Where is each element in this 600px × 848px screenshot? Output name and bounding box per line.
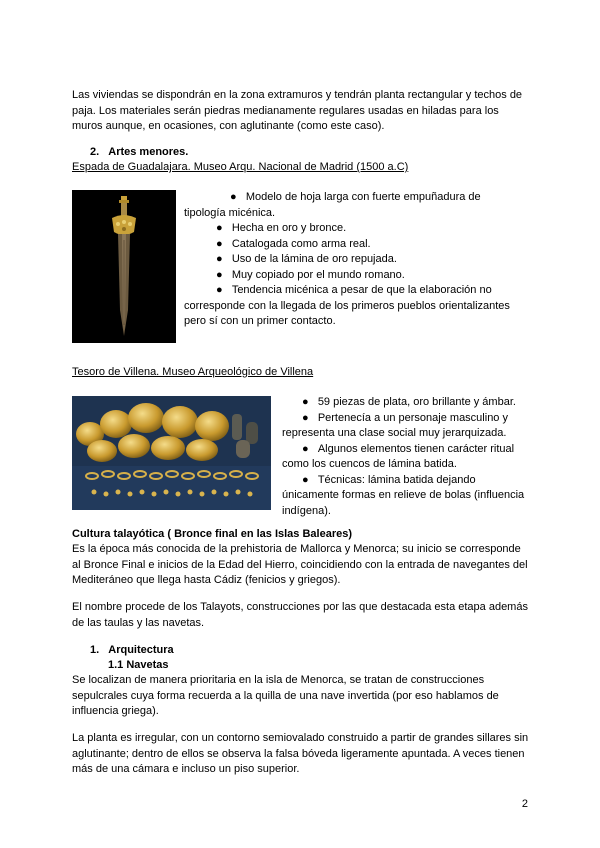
section-title: Artes menores. (108, 146, 189, 158)
treasure-illustration (72, 396, 271, 510)
sword-bullet-item: ● Muy copiado por el mundo romano. (216, 268, 405, 281)
treasure-image (72, 396, 271, 510)
intro-paragraph: Las viviendas se dispondrán en la zona extramuros y tendrán planta rectangular y techos de paja. Los materiales serán piedras medianamente regulares usadas en hiladas para los muros aunque, en ocasiones, con aglutinante (como este caso). (72, 89, 523, 132)
section-number: 1. (90, 644, 100, 656)
sword-bullet-item: ● Hecha en oro y bronce. (216, 222, 347, 234)
sword-illustration (72, 190, 176, 343)
sword-bullet-item: ● Catalogada como arma real. (216, 237, 371, 250)
treasure-bullet-item: ● Algunos elementos tienen carácter ritual como los cuencos de lámina batida. (282, 442, 515, 470)
sword-image (72, 190, 176, 343)
section-title: Arquitectura (108, 644, 174, 656)
page-number: 2 (521, 798, 528, 810)
sword-bullet-item: ● Uso de la lámina de oro repujada. (216, 253, 397, 265)
navetas-paragraph-2: La planta es irregular, con un contorno semiovalado construido a partir de grandes sillares sin aglutinante; dentro de ellos se observa la falsa bóveda ligeramente apuntada. A veces tienen más de una cámara e incluso un piso superior. (72, 732, 529, 775)
subsection-heading-navetas: 1.1 Navetas (108, 659, 169, 671)
section-heading-arquitectura (90, 643, 174, 659)
treasure-caption: Tesoro de Villena. Museo Arqueológico de Villena (72, 366, 314, 378)
navetas-paragraph-1: Se localizan de manera prioritaria en la isla de Menorca, se tratan de construcciones sepulcrales cuya forma recuerda a la quilla de una nave invertida (por eso hablamos de influencia griega). (72, 674, 499, 717)
sword-caption: Espada de Guadalajara. Museo Arqu. Nacional de Madrid (1500 a.C) (72, 161, 409, 173)
treasure-bullet-item: ● Pertenecía a un personaje masculino y representa una clase social muy jerarquizada. (282, 411, 508, 439)
sword-bullet-item: ● Tendencia micénica a pesar de que la elaboración no corresponde con la llegada de los primeros pueblos orientalizantes pero sí con un primer contacto. (184, 284, 510, 327)
talayotica-heading: Cultura talayótica ( Bronce final en las Islas Baleares) (72, 528, 352, 540)
section-number: 2. (90, 146, 100, 158)
talayotica-paragraph-2: El nombre procede de los Talayots, construcciones por las que destacada esta etapa además de las taulas y las navetas. (72, 601, 528, 629)
talayotica-paragraph-1: Es la época más conocida de la prehistoria de Mallorca y Menorca; su inicio se corresponde al Bronce Final e inicios de la Edad del Hierro, coincidiendo con la entrada de navegantes del Mediteráneo que llega hasta Cádiz (fenicios y griegos). (72, 543, 528, 586)
section-heading-artes-menores (90, 145, 188, 161)
treasure-bullet-item: ● Técnicas: lámina batida dejando únicamente formas en relieve de bolas (influencia indígena). (282, 473, 525, 517)
sword-bullet-list (184, 190, 519, 330)
treasure-bullet-item: ● 59 piezas de plata, oro brillante y ámbar. (302, 396, 516, 408)
sword-bullet-item: ● Modelo de hoja larga con fuerte empuñadura de tipología micénica. (184, 191, 481, 219)
treasure-bullet-list (282, 395, 527, 519)
